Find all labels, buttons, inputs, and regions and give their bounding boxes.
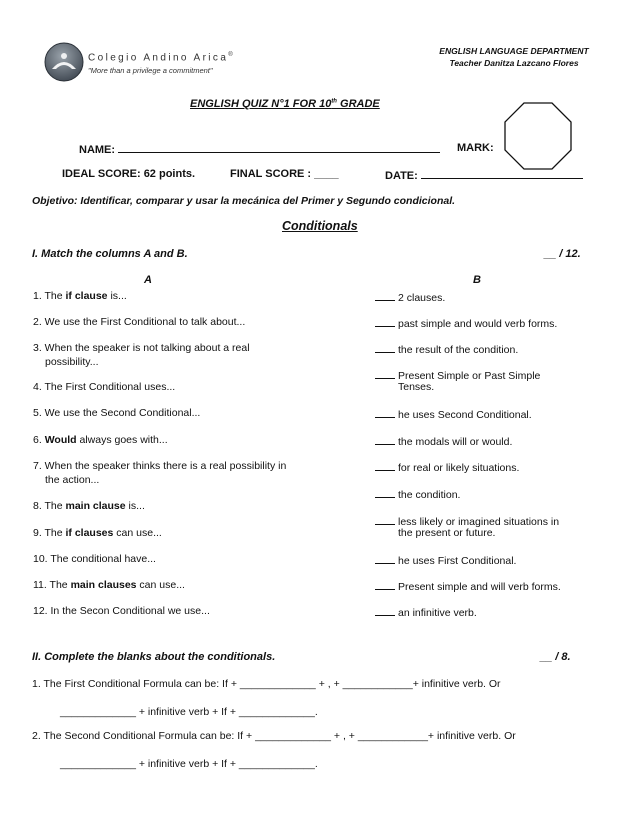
match-row-continued: Tenses.	[398, 381, 435, 393]
date-input-line[interactable]	[421, 168, 583, 179]
section1-heading: I. Match the columns A and B.	[32, 248, 188, 260]
match-row[interactable]: he uses Second Conditional.	[375, 407, 532, 423]
name-input-line[interactable]	[118, 142, 440, 153]
section2-score: __ / 8.	[540, 651, 571, 663]
quiz-title	[190, 98, 380, 110]
match-row[interactable]: 2 clauses.	[375, 290, 445, 306]
list-item: 7. When the speaker thinks there is a real possibility in	[33, 460, 287, 472]
section1-score: __ / 12.	[544, 248, 581, 260]
match-row[interactable]: the modals will or would.	[375, 434, 512, 450]
match-row[interactable]: past simple and would verb forms.	[375, 316, 557, 332]
answer-blank[interactable]	[375, 514, 395, 525]
list-item: 12. In the Secon Conditional we use...	[33, 605, 210, 617]
list-item: 9. The if clauses can use...	[33, 527, 162, 539]
list-item: 8. The main clause is...	[33, 500, 145, 512]
list-item: 1. The if clause is...	[33, 290, 127, 302]
match-row[interactable]: less likely or imagined situations in	[375, 514, 559, 530]
list-item: 2. We use the First Conditional to talk about...	[33, 316, 246, 328]
fill-line[interactable]: 1. The First Conditional Formula can be: If + _____________ + , + ____________+ infinitive verb. Or	[32, 678, 501, 690]
mark-box[interactable]	[504, 102, 572, 170]
date-label: DATE:	[385, 170, 418, 182]
answer-blank[interactable]	[375, 316, 395, 327]
fill-line[interactable]: _____________ + infinitive verb + If + _____________.	[60, 758, 318, 770]
list-item: 10. The conditional have...	[33, 553, 156, 565]
name-label: NAME:	[79, 144, 116, 156]
list-item: 3. When the speaker is not talking about a real	[33, 342, 250, 354]
quiz-title-sup: th	[331, 98, 337, 105]
answer-blank[interactable]	[375, 487, 395, 498]
match-row[interactable]: Present simple and will verb forms.	[375, 579, 561, 595]
date-field[interactable]	[385, 168, 583, 182]
answer-blank[interactable]	[375, 579, 395, 590]
match-row[interactable]: Present Simple or Past Simple	[375, 368, 540, 384]
teacher-name: Teacher Danitza Lazcano Flores	[449, 58, 579, 68]
list-item: 4. The First Conditional uses...	[33, 381, 176, 393]
name-field[interactable]	[79, 142, 440, 156]
logo-emblem-icon	[44, 42, 84, 82]
answer-blank[interactable]	[375, 290, 395, 301]
fill-line[interactable]: _____________ + infinitive verb + If + _____________.	[60, 706, 318, 718]
section2-heading: II. Complete the blanks about the conditionals.	[32, 651, 276, 663]
quiz-title-end: GRADE	[336, 98, 380, 110]
match-row[interactable]: the condition.	[375, 487, 460, 503]
fill-line[interactable]: 2. The Second Conditional Formula can be: If + _____________ + , + ____________+ infinitive verb. Or	[32, 730, 516, 742]
topic-heading: Conditionals	[282, 219, 358, 233]
answer-blank[interactable]	[375, 434, 395, 445]
ideal-score: IDEAL SCORE: 62 points.	[62, 168, 196, 180]
list-item: 5. We use the Second Conditional...	[33, 407, 201, 419]
list-item: possibility...	[45, 356, 99, 368]
quiz-title-text: ENGLISH QUIZ N°1 FOR 10	[190, 98, 332, 110]
match-row[interactable]: an infinitive verb.	[375, 605, 477, 621]
department-label: ENGLISH LANGUAGE DEPARTMENT	[439, 46, 589, 56]
list-item: the action...	[45, 474, 100, 486]
octagon-icon	[504, 102, 572, 170]
answer-blank[interactable]	[375, 342, 395, 353]
list-item: 6. Would always goes with...	[33, 434, 168, 446]
answer-blank[interactable]	[375, 368, 395, 379]
mark-label: MARK:	[457, 142, 494, 154]
school-name: Colegio Andino Arica	[88, 52, 229, 64]
school-slogan: "More than a privilege a commitment"	[88, 66, 213, 75]
match-row[interactable]: for real or likely situations.	[375, 460, 519, 476]
column-b-title: B	[473, 274, 481, 286]
objective-text: Objetivo: Identificar, comparar y usar la mecánica del Primer y Segundo condicional.	[32, 195, 456, 207]
match-row-continued: the present or future.	[398, 527, 496, 539]
column-a-title: A	[144, 274, 152, 286]
registered-mark: ®	[228, 52, 233, 58]
answer-blank[interactable]	[375, 553, 395, 564]
answer-blank[interactable]	[375, 605, 395, 616]
school-logo	[44, 42, 84, 82]
list-item: 11. The main clauses can use...	[33, 579, 185, 591]
answer-blank[interactable]	[375, 460, 395, 471]
match-row[interactable]: he uses First Conditional.	[375, 553, 516, 569]
final-score[interactable]: FINAL SCORE : ____	[230, 168, 339, 180]
match-row[interactable]: the result of the condition.	[375, 342, 518, 358]
answer-blank[interactable]	[375, 407, 395, 418]
